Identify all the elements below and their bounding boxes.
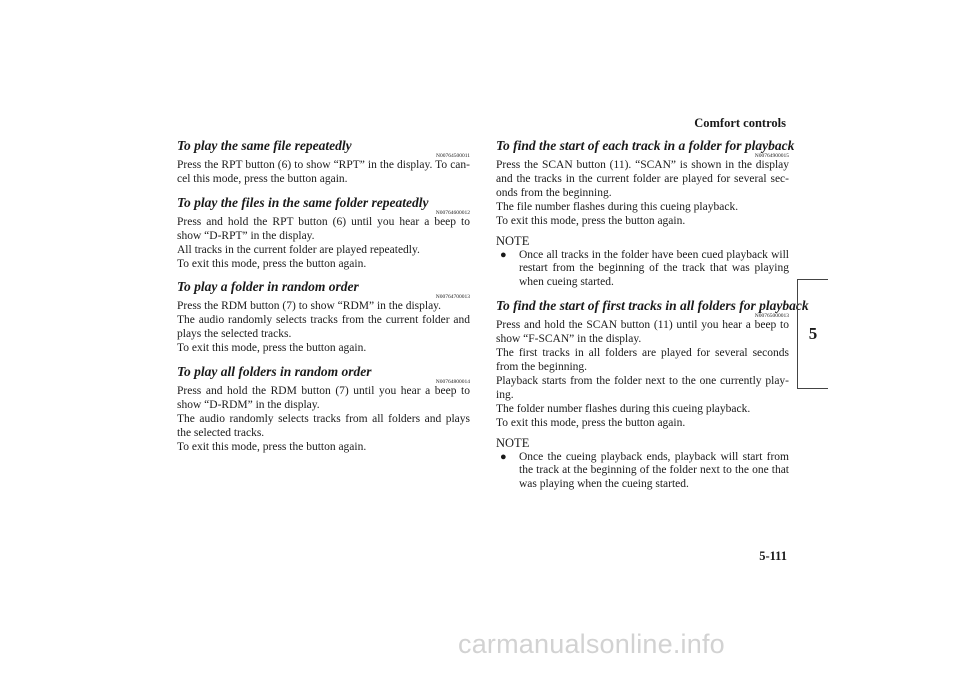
body-line: To exit this mode, press the button again. (177, 257, 367, 270)
bullet-icon: ● (500, 450, 507, 463)
body-line: To exit this mode, press the button again. (496, 416, 686, 429)
section-code: N00764600012 (435, 209, 470, 216)
body-line: The first tracks in all folders are played for several seconds from the beginning. (496, 347, 789, 373)
note-text: Once all tracks in the folder have been cued playback will restart from the beginning of the track that was playing when cueing started. (519, 248, 789, 289)
note-item (496, 249, 789, 291)
chapter-tab: 5 (797, 279, 828, 389)
body-line: Press and hold the SCAN button (11) until you hear a beep to show “F-SCAN” in the display. (496, 319, 789, 346)
body-line: The file number flashes during this cueing playback. (496, 200, 739, 213)
note-item (496, 451, 789, 493)
body-line: Press the RDM button (7) to show “RDM” in the display. (177, 300, 442, 313)
section-heading: To play the same file repeatedly (177, 138, 352, 153)
section-body (496, 159, 789, 229)
note-label: NOTE (496, 233, 530, 248)
bullet-icon: ● (500, 248, 507, 261)
section-heading: To play the files in the same folder repeatedly (177, 194, 429, 210)
section-repeat-file (177, 137, 470, 187)
section-body (496, 319, 789, 430)
section-scan-all (496, 297, 809, 492)
watermark: carmanualsonline.info (458, 629, 725, 659)
body-line: The folder number flashes during this cueing playback. (496, 402, 751, 415)
section-random-all (177, 363, 470, 455)
section-heading: To play all folders in random order (177, 364, 372, 380)
left-column (177, 137, 470, 455)
body-line: Playback starts from the folder next to the one currently play-ing. (496, 374, 789, 401)
body-line: To exit this mode, press the button again. (177, 440, 367, 453)
body-line: The audio randomly selects tracks from the current folder and plays the selected tracks. (177, 314, 470, 341)
section-random-folder (177, 278, 470, 356)
body-line: Press and hold the RPT button (6) until you hear a beep to show “D-RPT” in the display. (177, 215, 470, 242)
section-body (177, 300, 470, 356)
page-number: 5-111 (759, 549, 787, 563)
section-body (177, 159, 470, 187)
note-label: NOTE (496, 435, 530, 450)
section-repeat-folder (177, 194, 470, 272)
section-code: N00765000013 (754, 313, 789, 320)
body-line: All tracks in the current folder are played repeatedly. (177, 243, 420, 256)
body-line: To exit this mode, press the button again. (177, 342, 367, 355)
section-scan-folder (496, 137, 795, 290)
body-line: Press and hold the RDM button (7) until you hear a beep to show “D-RDM” in the display. (177, 385, 470, 411)
section-code: N00764800014 (435, 379, 470, 386)
section-code: N00764700013 (435, 294, 470, 301)
section-body (177, 216, 470, 272)
right-column (496, 137, 809, 492)
section-code: N00764900015 (754, 153, 789, 159)
page-header-title: Comfort controls (694, 116, 786, 130)
section-heading: To find the start of first tracks in all folders for playback (496, 298, 809, 314)
section-heading: To find the start of each track in a folder for playback (496, 138, 795, 153)
section-body (177, 385, 470, 455)
body-line: To exit this mode, press the button again. (496, 214, 686, 227)
note-text: Once the cueing playback ends, playback will start from the track at the beginning of the folder next to the one that was playing when the cueing started. (519, 450, 789, 491)
section-code: N00764500011 (435, 153, 470, 159)
body-line: Press the RPT button (6) to show “RPT” in the display. To can-cel this mode, press the button again. (177, 159, 470, 185)
body-line: The audio randomly selects tracks from all folders and plays the selected tracks. (177, 412, 470, 439)
section-heading: To play a folder in random order (177, 279, 359, 295)
body-line: Press the SCAN button (11). “SCAN” is shown in the display and the tracks in the current folder are played for several sec-onds from the beginning. (496, 159, 789, 199)
